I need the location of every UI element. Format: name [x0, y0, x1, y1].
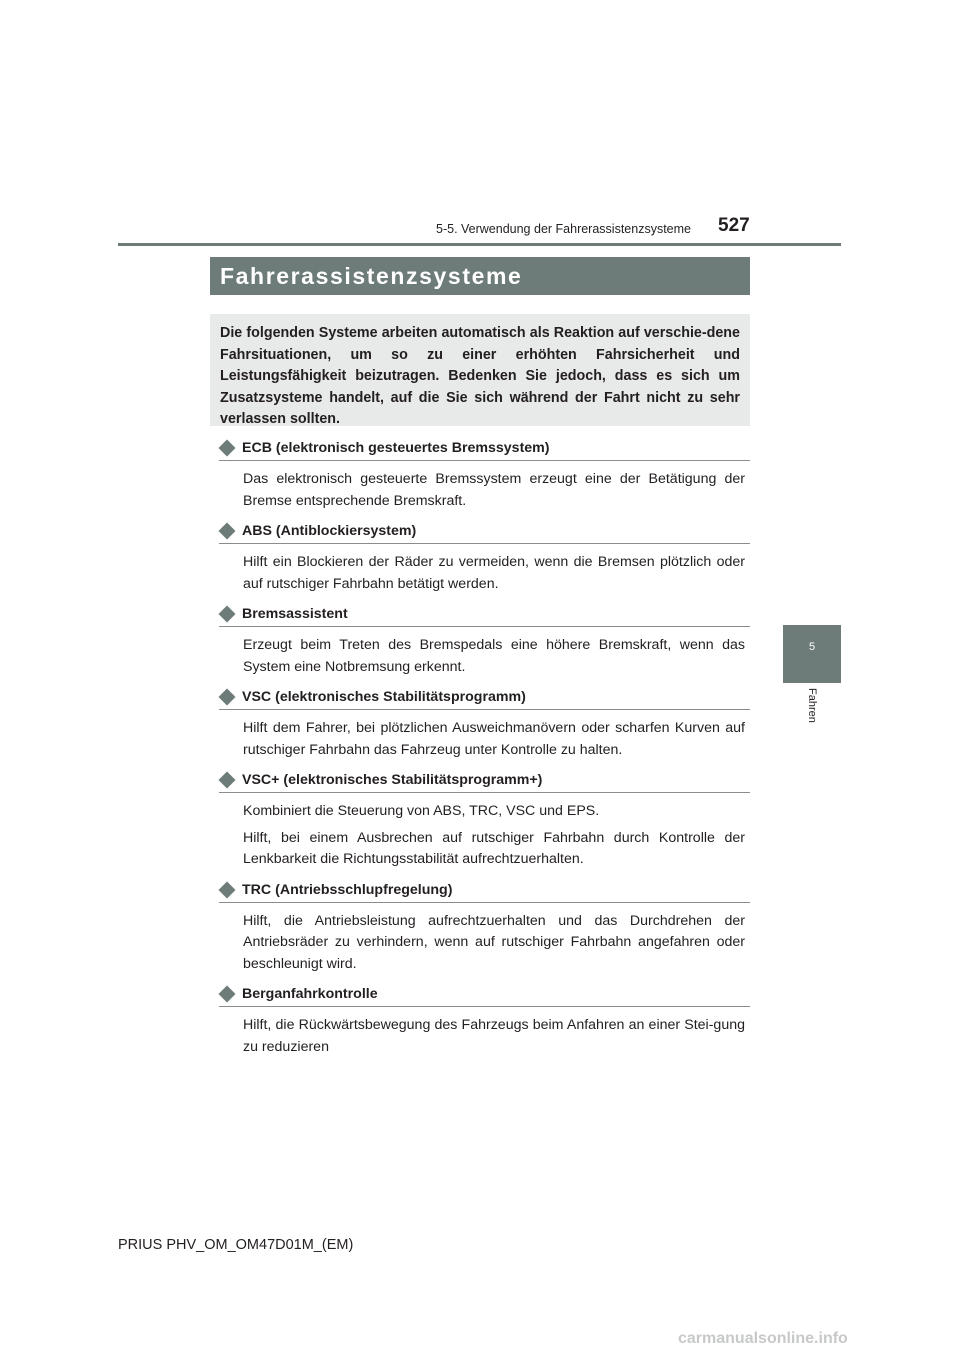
section-paragraph: Hilft ein Blockieren der Räder zu vermeiden, wenn die Bremsen plötzlich oder auf rutschiger Fahrbahn betätigt werden. [243, 554, 745, 592]
diamond-bullet-icon [219, 440, 236, 457]
section-abs [219, 523, 750, 595]
header-divider [118, 243, 841, 246]
chapter-tab [783, 625, 841, 683]
page-number: 527 [718, 215, 750, 236]
section-heading [219, 523, 750, 544]
section-heading [219, 606, 750, 627]
section-trc [219, 882, 750, 976]
section-bremsassistent [219, 606, 750, 678]
section-vsc [219, 689, 750, 761]
section-heading [219, 772, 750, 793]
section-paragraph: Erzeugt beim Treten des Bremspedals eine höhere Bremskraft, wenn das System eine Notbremsung erkennt. [243, 637, 745, 675]
section-paragraph: Das elektronisch gesteuerte Bremssystem erzeugt eine der Betätigung der Bremse entsprechende Bremskraft. [243, 471, 745, 509]
section-heading-text: ECB (elektronisch gesteuertes Bremssystem) [242, 440, 550, 456]
section-heading [219, 986, 750, 1007]
section-heading-text: Bremsassistent [242, 606, 348, 622]
section-paragraph: Kombiniert die Steuerung von ABS, TRC, VSC und EPS. [243, 803, 600, 819]
section-heading [219, 689, 750, 710]
section-berganfahrkontrolle [219, 986, 750, 1058]
intro-text: Die folgenden Systeme arbeiten automatisch als Reaktion auf verschie-dene Fahrsituationen, um so zu einer erhöhten Fahrsicherheit und Leistungsfähigkeit beizutragen. Bedenken Sie jedoch, dass es sich um Zusatzsysteme handelt, auf die Sie sich während der Fahrt nicht zu sehr verlassen sollten. [220, 325, 740, 427]
chapter-number: 5 [808, 641, 816, 653]
page-title: Fahrerassistenzsysteme [210, 257, 750, 295]
section-paragraph: Hilft, bei einem Ausbrechen auf rutschiger Fahrbahn durch Kontrolle der Lenkbarkeit die Richtungsstabilität aufrechtzuerhalten. [243, 829, 745, 867]
diamond-bullet-icon [219, 772, 236, 789]
sections-list [219, 440, 750, 1069]
section-heading-text: TRC (Antriebsschlupfregelung) [242, 881, 453, 898]
footer-document-id: PRIUS PHV_OM_OM47D01M_(EM) [118, 1237, 354, 1253]
diamond-bullet-icon [219, 881, 236, 898]
section-paragraph: Hilft dem Fahrer, bei plötzlichen Ausweichmanövern oder scharfen Kurven auf rutschiger Fahrbahn das Fahrzeug unter Kontrolle zu halten. [243, 720, 745, 758]
intro-box [210, 314, 750, 426]
watermark: carmanualsonline.info [678, 1330, 848, 1347]
diamond-bullet-icon [219, 986, 236, 1003]
section-heading-text: Berganfahrkontrolle [242, 986, 378, 1002]
diamond-bullet-icon [219, 523, 236, 540]
section-heading-text: VSC+ (elektronisches Stabilitätsprogramm+) [242, 772, 543, 788]
diamond-bullet-icon [219, 689, 236, 706]
section-header-title: 5-5. Verwendung der Fahrerassistenzsysteme [436, 222, 691, 236]
section-ecb [219, 440, 750, 512]
section-heading-text: ABS (Antiblockiersystem) [242, 523, 417, 539]
section-vsc-plus [219, 772, 750, 871]
section-heading-text: VSC (elektronisches Stabilitätsprogramm) [242, 689, 526, 705]
section-heading [219, 440, 750, 461]
section-heading [219, 882, 750, 903]
diamond-bullet-icon [219, 606, 236, 623]
chapter-label: Fahren [806, 688, 818, 723]
section-paragraph: Hilft, die Rückwärtsbewegung des Fahrzeugs beim Anfahren an einer Stei-gung zu reduzieren [243, 1017, 745, 1055]
section-paragraph: Hilft, die Antriebsleistung aufrechtzuerhalten und das Durchdrehen der Antriebsräder zu verhindern, wenn auf rutschiger Fahrbahn angefahren oder beschleunigt wird. [243, 912, 745, 972]
